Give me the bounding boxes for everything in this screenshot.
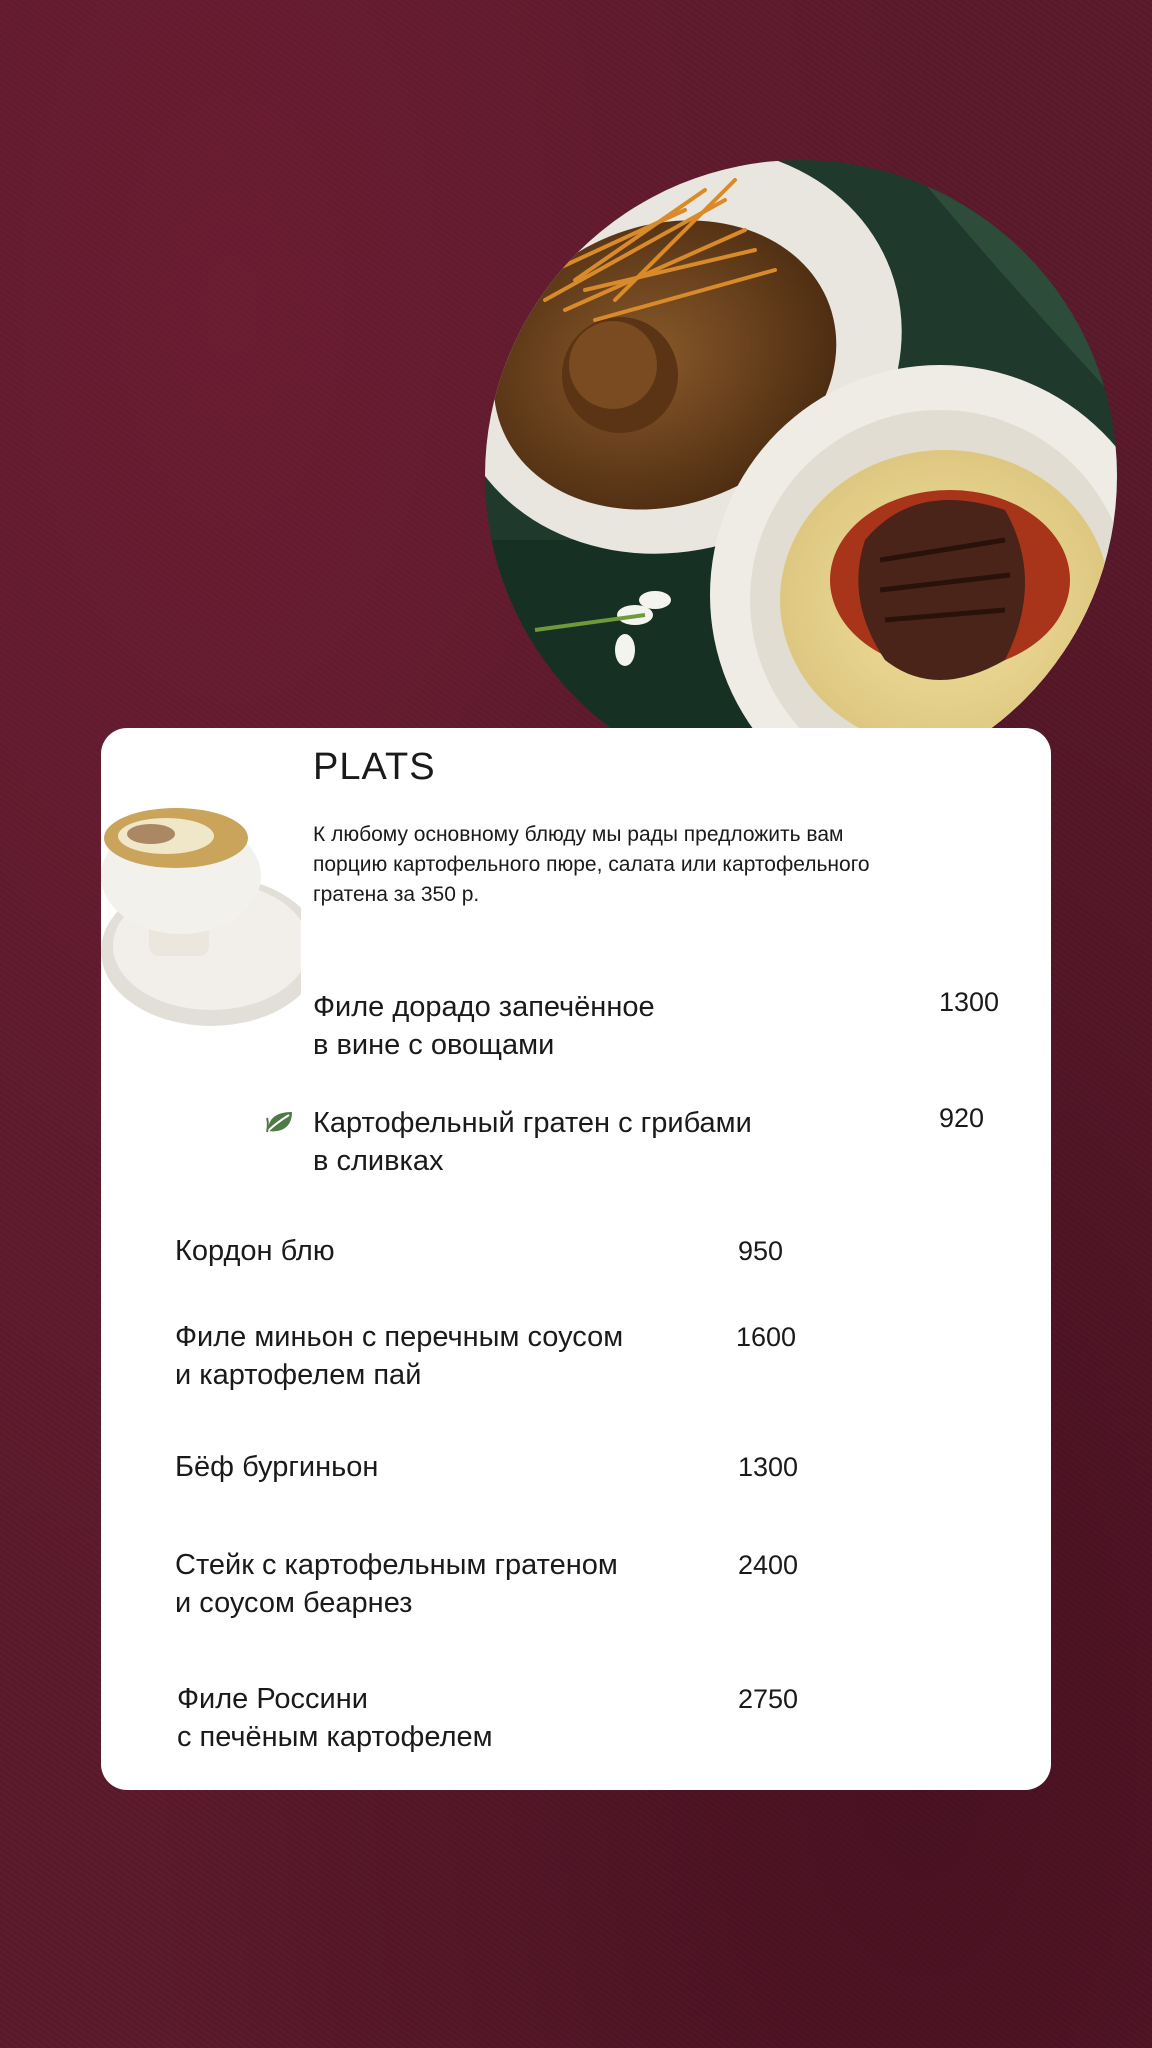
dish-price: 1300 bbox=[939, 987, 1000, 1017]
food-photo bbox=[485, 160, 1117, 792]
dish-name: Филе дорадо запечённое в вине с овощами bbox=[313, 991, 655, 1061]
dish-price: 1300 bbox=[738, 1452, 799, 1482]
dish-name: Кордон блю bbox=[175, 1235, 335, 1267]
dish-price: 950 bbox=[738, 1236, 784, 1266]
dish-name: Филе миньон с перечным соусом и картофелем пай bbox=[175, 1321, 624, 1391]
soup-bowl-photo bbox=[101, 776, 301, 1056]
dish-name: Стейк с картофельным гратеном и соусом беарнез bbox=[175, 1549, 618, 1619]
dish-price: 2750 bbox=[738, 1684, 799, 1714]
menu-card bbox=[101, 728, 1051, 1790]
menu-intro: К любому основному блюду мы рады предложить вам порцию картофельного пюре, салата или картофельного гратена за 350 р. bbox=[313, 823, 870, 906]
dish-price: 920 bbox=[939, 1103, 985, 1133]
dish-price: 2400 bbox=[738, 1550, 799, 1580]
soup-bowl-illustration bbox=[101, 776, 301, 1056]
dish-price: 1600 bbox=[736, 1322, 797, 1352]
menu-title: PLATS bbox=[313, 746, 436, 788]
leaf-icon bbox=[265, 1106, 295, 1136]
dish-name: Филе Россини с печёным картофелем bbox=[177, 1683, 493, 1753]
dish-name: Бёф бургиньон bbox=[175, 1451, 379, 1483]
dish-name: Картофельный гратен с грибами в сливках bbox=[313, 1107, 752, 1177]
food-photo-illustration bbox=[485, 160, 1117, 792]
